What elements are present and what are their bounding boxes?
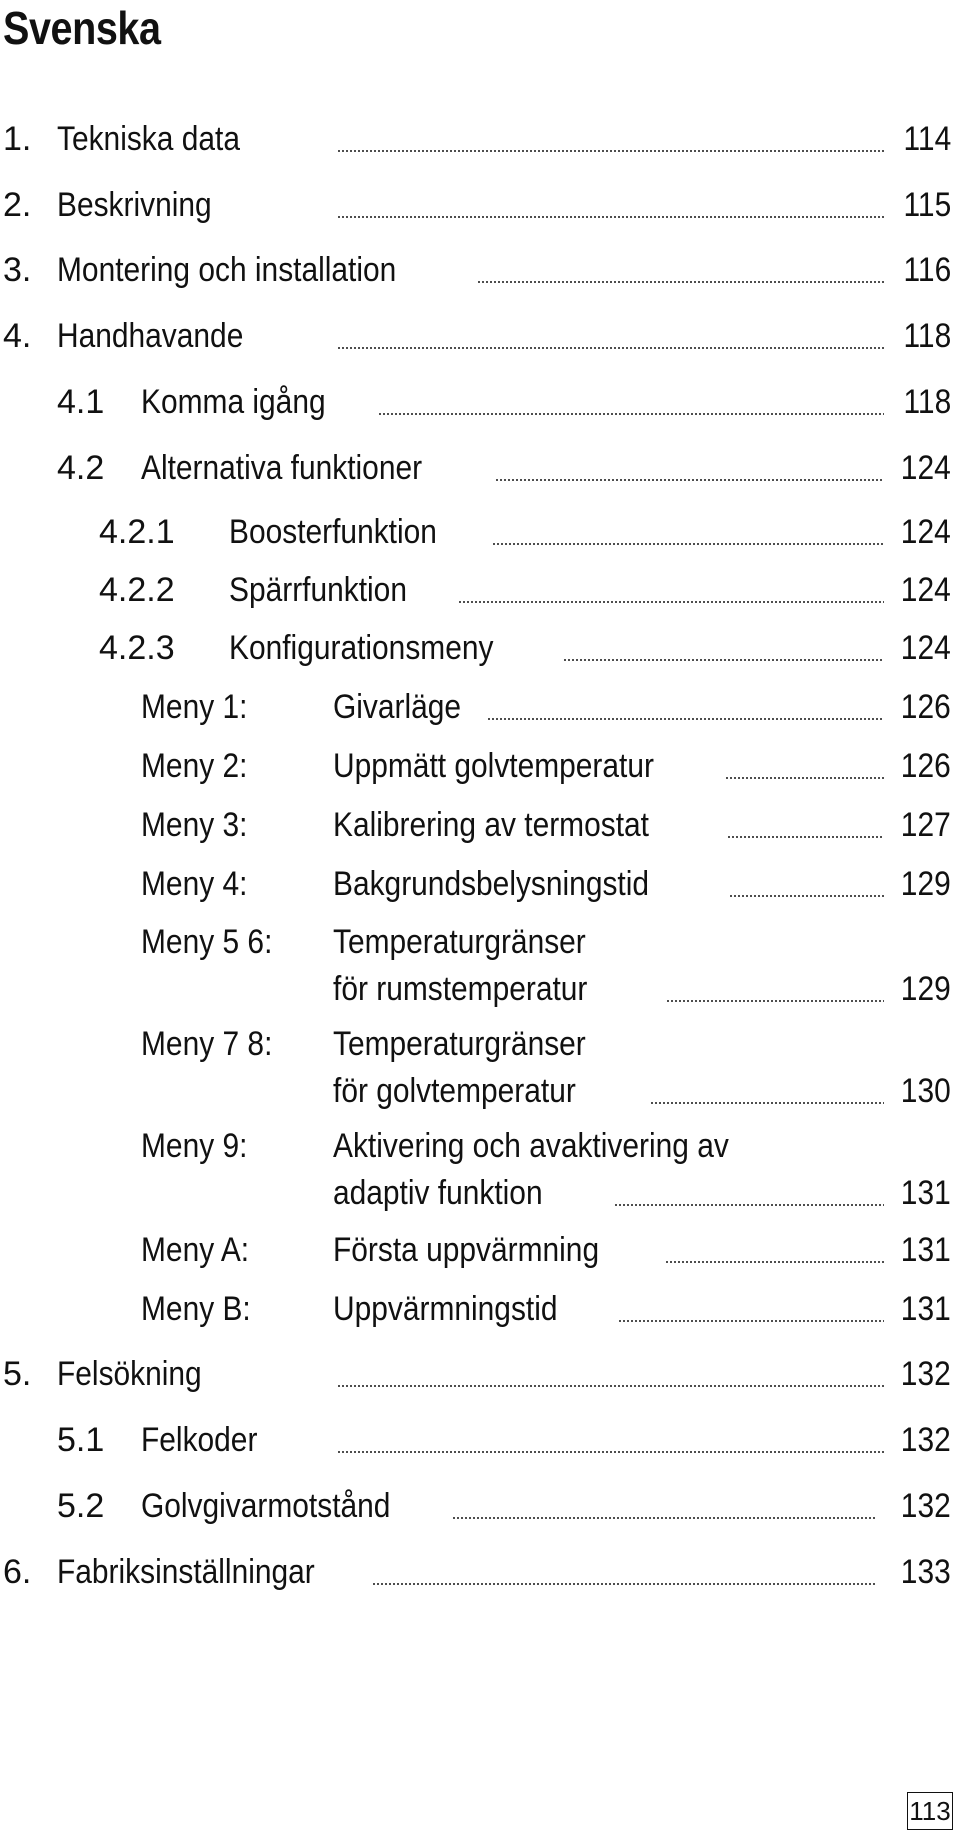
toc-entry[interactable] <box>0 744 960 788</box>
toc-entry[interactable] <box>0 568 960 612</box>
toc-entry-number: Meny 1: <box>141 688 248 726</box>
toc-entry-page: 124 <box>901 513 951 551</box>
toc-entry-title: Spärrfunktion <box>229 571 407 609</box>
toc-leader-dots <box>727 836 884 838</box>
toc-entry-page: 116 <box>903 251 951 289</box>
toc-entry[interactable] <box>0 117 960 161</box>
toc-entry-title: Fabriksinställningar <box>57 1553 315 1591</box>
toc-entry-title: Temperaturgränser <box>333 1025 586 1063</box>
toc-entry-title: Aktivering och avaktivering av <box>333 1127 729 1165</box>
toc-entry-page: 115 <box>903 186 951 224</box>
toc-entry-title: Golvgivarmotstånd <box>141 1487 391 1525</box>
toc-entry-number: Meny 3: <box>141 806 248 844</box>
toc-entry-title: Handhavande <box>57 317 244 355</box>
page-number: 113 <box>907 1792 953 1830</box>
toc-entry-title: Uppmätt golvtemperatur <box>333 747 654 785</box>
toc-leader-dots <box>458 601 884 603</box>
toc-entry-number: 3. <box>3 251 32 289</box>
toc-entry[interactable] <box>0 248 960 292</box>
toc-entry[interactable] <box>0 862 960 906</box>
toc-entry-title-continued: adaptiv funktion <box>333 1174 543 1212</box>
toc-leader-dots <box>337 347 884 349</box>
toc-entry-title: Alternativa funktioner <box>141 449 423 487</box>
toc-entry-title: Felkoder <box>141 1421 258 1459</box>
toc-entry[interactable] <box>0 183 960 227</box>
toc-entry-title: Kalibrering av termostat <box>333 806 649 844</box>
toc-entry-page: 131 <box>901 1174 951 1212</box>
toc-leader-dots <box>337 150 884 152</box>
page-title: Svenska <box>3 2 161 54</box>
toc-entry[interactable] <box>0 1352 960 1396</box>
toc-entry-number: 1. <box>3 120 32 158</box>
toc-entry-number: Meny 7 8: <box>141 1025 273 1063</box>
toc-entry-page: 129 <box>901 865 951 903</box>
toc-entry-title: Konfigurationsmeny <box>229 629 494 667</box>
toc-leader-dots <box>650 1102 884 1104</box>
toc-entry-page: 131 <box>901 1290 951 1328</box>
toc-entry-page: 118 <box>903 317 951 355</box>
toc-leader-dots <box>372 1583 877 1585</box>
toc-entry-number: 2. <box>3 186 32 224</box>
toc-entry[interactable] <box>0 380 960 424</box>
toc-entry[interactable] <box>0 626 960 670</box>
toc-entry-title: Boosterfunktion <box>229 513 437 551</box>
toc-entry-page: 127 <box>901 806 951 844</box>
toc-leader-dots <box>729 895 884 897</box>
toc-leader-dots <box>477 281 884 283</box>
toc-leader-dots <box>337 1451 884 1453</box>
toc-entry[interactable] <box>0 685 960 729</box>
toc-leader-dots <box>495 479 884 481</box>
toc-entry-number: Meny B: <box>141 1290 251 1328</box>
toc-entry-number: Meny 5 6: <box>141 923 273 961</box>
toc-entry-page: 132 <box>901 1487 951 1525</box>
toc-entry-number: 4.2.3 <box>99 629 175 667</box>
toc-entry-number: 6. <box>3 1553 32 1591</box>
toc-entry-page: 114 <box>903 120 951 158</box>
toc-entry[interactable] <box>0 920 960 1014</box>
toc-entry-number: 4. <box>3 317 32 355</box>
toc-leader-dots <box>492 543 884 545</box>
toc-entry-title-continued: för rumstemperatur <box>333 970 588 1008</box>
toc-entry-title: Uppvärmningstid <box>333 1290 558 1328</box>
toc-entry-number: 5. <box>3 1355 32 1393</box>
toc-entry-number: 5.2 <box>57 1487 105 1525</box>
toc-leader-dots <box>337 1385 884 1387</box>
toc-entry-page: 126 <box>901 747 951 785</box>
toc-entry-page: 132 <box>901 1355 951 1393</box>
toc-entry-title: Montering och installation <box>57 251 397 289</box>
toc-entry-number: 4.2 <box>57 449 105 487</box>
toc-entry-title: Tekniska data <box>57 120 240 158</box>
toc-leader-dots <box>665 1261 884 1263</box>
toc-entry[interactable] <box>0 1022 960 1116</box>
toc-leader-dots <box>487 718 884 720</box>
toc-entry[interactable] <box>0 1484 960 1528</box>
toc-entry[interactable] <box>0 1550 960 1594</box>
toc-entry[interactable] <box>0 1228 960 1272</box>
toc-leader-dots <box>563 659 884 661</box>
toc-entry-number: Meny A: <box>141 1231 250 1269</box>
toc-entry-page: 129 <box>901 970 951 1008</box>
toc-entry[interactable] <box>0 1287 960 1331</box>
toc-entry-title-continued: för golvtemperatur <box>333 1072 576 1110</box>
toc-entry-number: 4.1 <box>57 383 105 421</box>
toc-entry-number: Meny 4: <box>141 865 248 903</box>
toc-entry-page: 126 <box>901 688 951 726</box>
toc-leader-dots <box>337 216 884 218</box>
toc-entry-page: 124 <box>901 449 951 487</box>
toc-entry-page: 133 <box>901 1553 951 1591</box>
toc-leader-dots <box>725 777 884 779</box>
toc-entry-page: 124 <box>901 629 951 667</box>
toc-entry-title: Första uppvärmning <box>333 1231 600 1269</box>
toc-entry-page: 132 <box>901 1421 951 1459</box>
toc-entry[interactable] <box>0 510 960 554</box>
toc-entry[interactable] <box>0 1418 960 1462</box>
toc-entry[interactable] <box>0 803 960 847</box>
toc-entry-number: 4.2.1 <box>99 513 175 551</box>
toc-entry[interactable] <box>0 1124 960 1218</box>
toc-entry-page: 130 <box>901 1072 951 1110</box>
toc-entry-page: 118 <box>903 383 951 421</box>
toc-entry-title: Komma igång <box>141 383 326 421</box>
toc-entry[interactable] <box>0 446 960 490</box>
toc-leader-dots <box>666 1000 884 1002</box>
toc-entry-title: Givarläge <box>333 688 462 726</box>
toc-entry-page: 124 <box>901 571 951 609</box>
toc-entry[interactable] <box>0 314 960 358</box>
toc-entry-title: Bakgrundsbelysningstid <box>333 865 650 903</box>
toc-entry-number: Meny 9: <box>141 1127 248 1165</box>
toc-entry-title: Temperaturgränser <box>333 923 586 961</box>
toc-leader-dots <box>614 1204 884 1206</box>
toc-leader-dots <box>378 413 884 415</box>
toc-leader-dots <box>452 1517 877 1519</box>
toc-leader-dots <box>618 1320 884 1322</box>
toc-entry-title: Felsökning <box>57 1355 202 1393</box>
toc-entry-number: Meny 2: <box>141 747 248 785</box>
toc-entry-page: 131 <box>901 1231 951 1269</box>
toc-entry-number: 5.1 <box>57 1421 105 1459</box>
toc-entry-title: Beskrivning <box>57 186 212 224</box>
toc-entry-number: 4.2.2 <box>99 571 175 609</box>
